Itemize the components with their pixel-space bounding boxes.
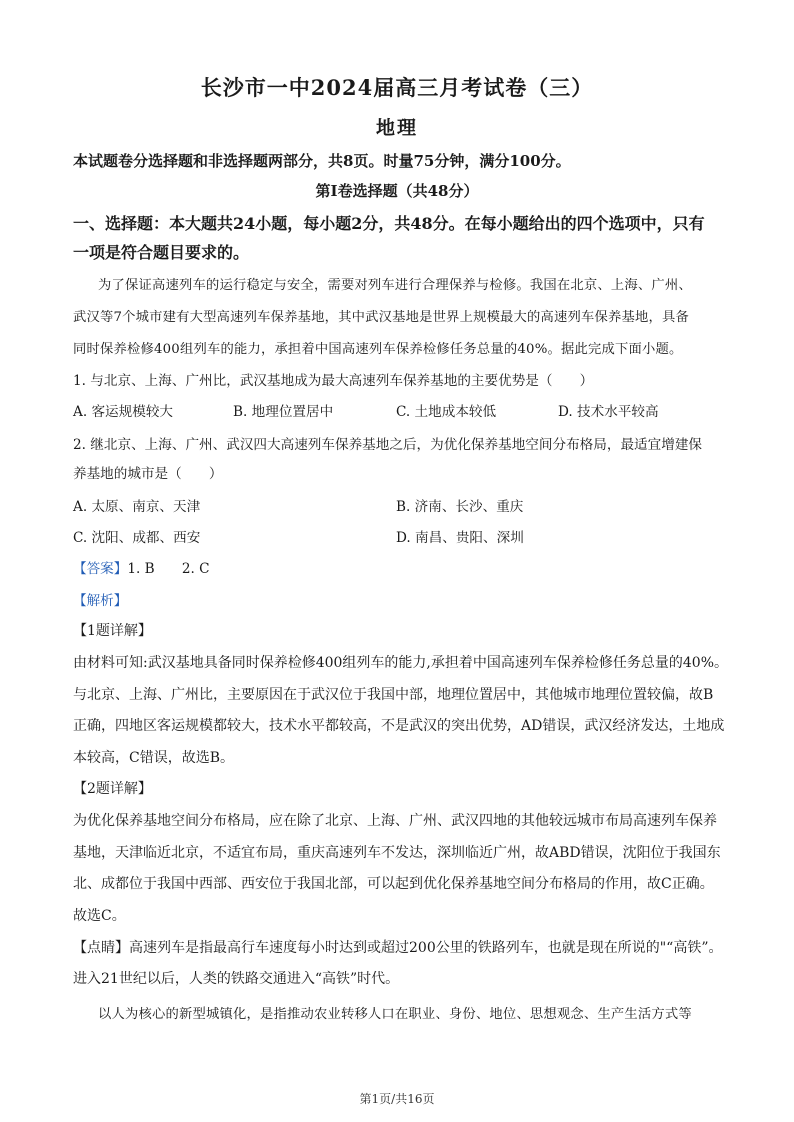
material-paragraph-line1: 为了保证高速列车的运行稳定与安全，需要对列车进行合理保养与检修。我国在北京、上海、广州、 (98, 278, 692, 293)
material-paragraph-line3: 同时保养检修400组列车的能力，承担着中国高速列车保养检修任务总量的40%。据此完成下面小题。 (73, 342, 683, 357)
question-1-option-d: D. 技术水平较高 (558, 404, 659, 420)
question-2-stem-line1: 2. 继北京、上海、广州、武汉四大高速列车保养基地之后，为优化保养基地空间分布格局，最适宜增建保 (73, 437, 703, 453)
section-title: 第Ⅰ卷选择题（共48分） (315, 182, 479, 200)
material-paragraph-line2: 武汉等7个城市建有大型高速列车保养基地，其中武汉基地是世界上规模最大的高速列车保养基地，具备 (73, 310, 690, 325)
tip-tag: 【点睛】 (73, 940, 129, 956)
question-2-stem-line2: 养基地的城市是（ ） (73, 466, 223, 482)
page-title: 长沙市一中2024届高三月考试卷（三） (200, 75, 594, 100)
question-1-option-b: B. 地理位置居中 (233, 404, 334, 420)
answer-tag: 【答案】 (73, 561, 128, 577)
tip-row (73, 937, 723, 957)
tip-line1: 高速列车是指最高行车速度每小时达到或超过200公里的铁路列车，也就是现在所说的"“高铁”。 (129, 940, 723, 956)
analysis-row (73, 589, 723, 609)
question-1-option-c: C. 土地成本较低 (396, 404, 497, 420)
exam-notice: 本试题卷分选择题和非选择题两部分，共8页。时量75分钟，满分100分。 (73, 152, 571, 170)
detail-1-line3: 正确，四地区客运规模都较大，技术水平都较高，不是武汉的突出优势，AD错误，武汉经济发达，土地成 (73, 718, 725, 734)
detail-1-line4: 本较高，C错误，故选B。 (73, 750, 234, 766)
part-instruction-line2: 一项是符合题目要求的。 (73, 243, 250, 262)
detail-2-line1: 为优化保养基地空间分布格局，应在除了北京、上海、广州、武汉四地的其他较远城市布局高速列车保养 (73, 813, 717, 829)
question-1-stem: 1. 与北京、上海、广州比，武汉基地成为最大高速列车保养基地的主要优势是（ ） (73, 373, 594, 389)
detail-2-line4: 故选C。 (73, 908, 126, 924)
detail-1-heading: 【1题详解】 (73, 623, 152, 639)
part-instruction-line1: 一、选择题：本大题共24小题，每小题2分，共48分。在每小题给出的四个选项中，只有 (73, 214, 705, 233)
question-2-option-d: D. 南昌、贵阳、深圳 (396, 530, 524, 546)
detail-1-line1: 由材料可知:武汉基地具备同时保养检修400组列车的能力,承担着中国高速列车保养检修任务总量的40%。 (73, 655, 729, 671)
tip-line2: 进入21世纪以后，人类的铁路交通进入“高铁”时代。 (73, 971, 400, 987)
analysis-tag: 【解析】 (73, 593, 128, 609)
question-2-option-a: A. 太原、南京、天津 (73, 499, 201, 515)
question-2-option-c: C. 沈阳、成都、西安 (73, 530, 201, 546)
question-1-option-a: A. 客运规模较大 (73, 404, 174, 420)
detail-2-heading: 【2题详解】 (73, 781, 152, 797)
answer-text: 1. B 2. C (127, 561, 210, 577)
detail-1-line2: 与北京、上海、广州比，主要原因在于武汉位于我国中部，地理位置居中，其他城市地理位置较偏，故B (73, 687, 714, 703)
question-2-option-b: B. 济南、长沙、重庆 (396, 499, 524, 515)
detail-2-line3: 北、成都位于我国中西部、西安位于我国北部，可以起到优化保养基地空间分布格局的作用，故C正确。 (73, 876, 714, 892)
material-2-line1: 以人为核心的新型城镇化，是指推动农业转移人口在职业、身份、地位、思想观念、生产生活方式等 (98, 1007, 692, 1022)
subject-title: 地理 (375, 117, 418, 139)
answer-row (73, 557, 723, 577)
page-number: 第1页/共16页 (359, 1092, 435, 1106)
detail-2-line2: 基地，天津临近北京，不适宜布局，重庆高速列车不发达，深圳临近广州，故ABD错误，沈阳位于我国东 (73, 845, 721, 861)
